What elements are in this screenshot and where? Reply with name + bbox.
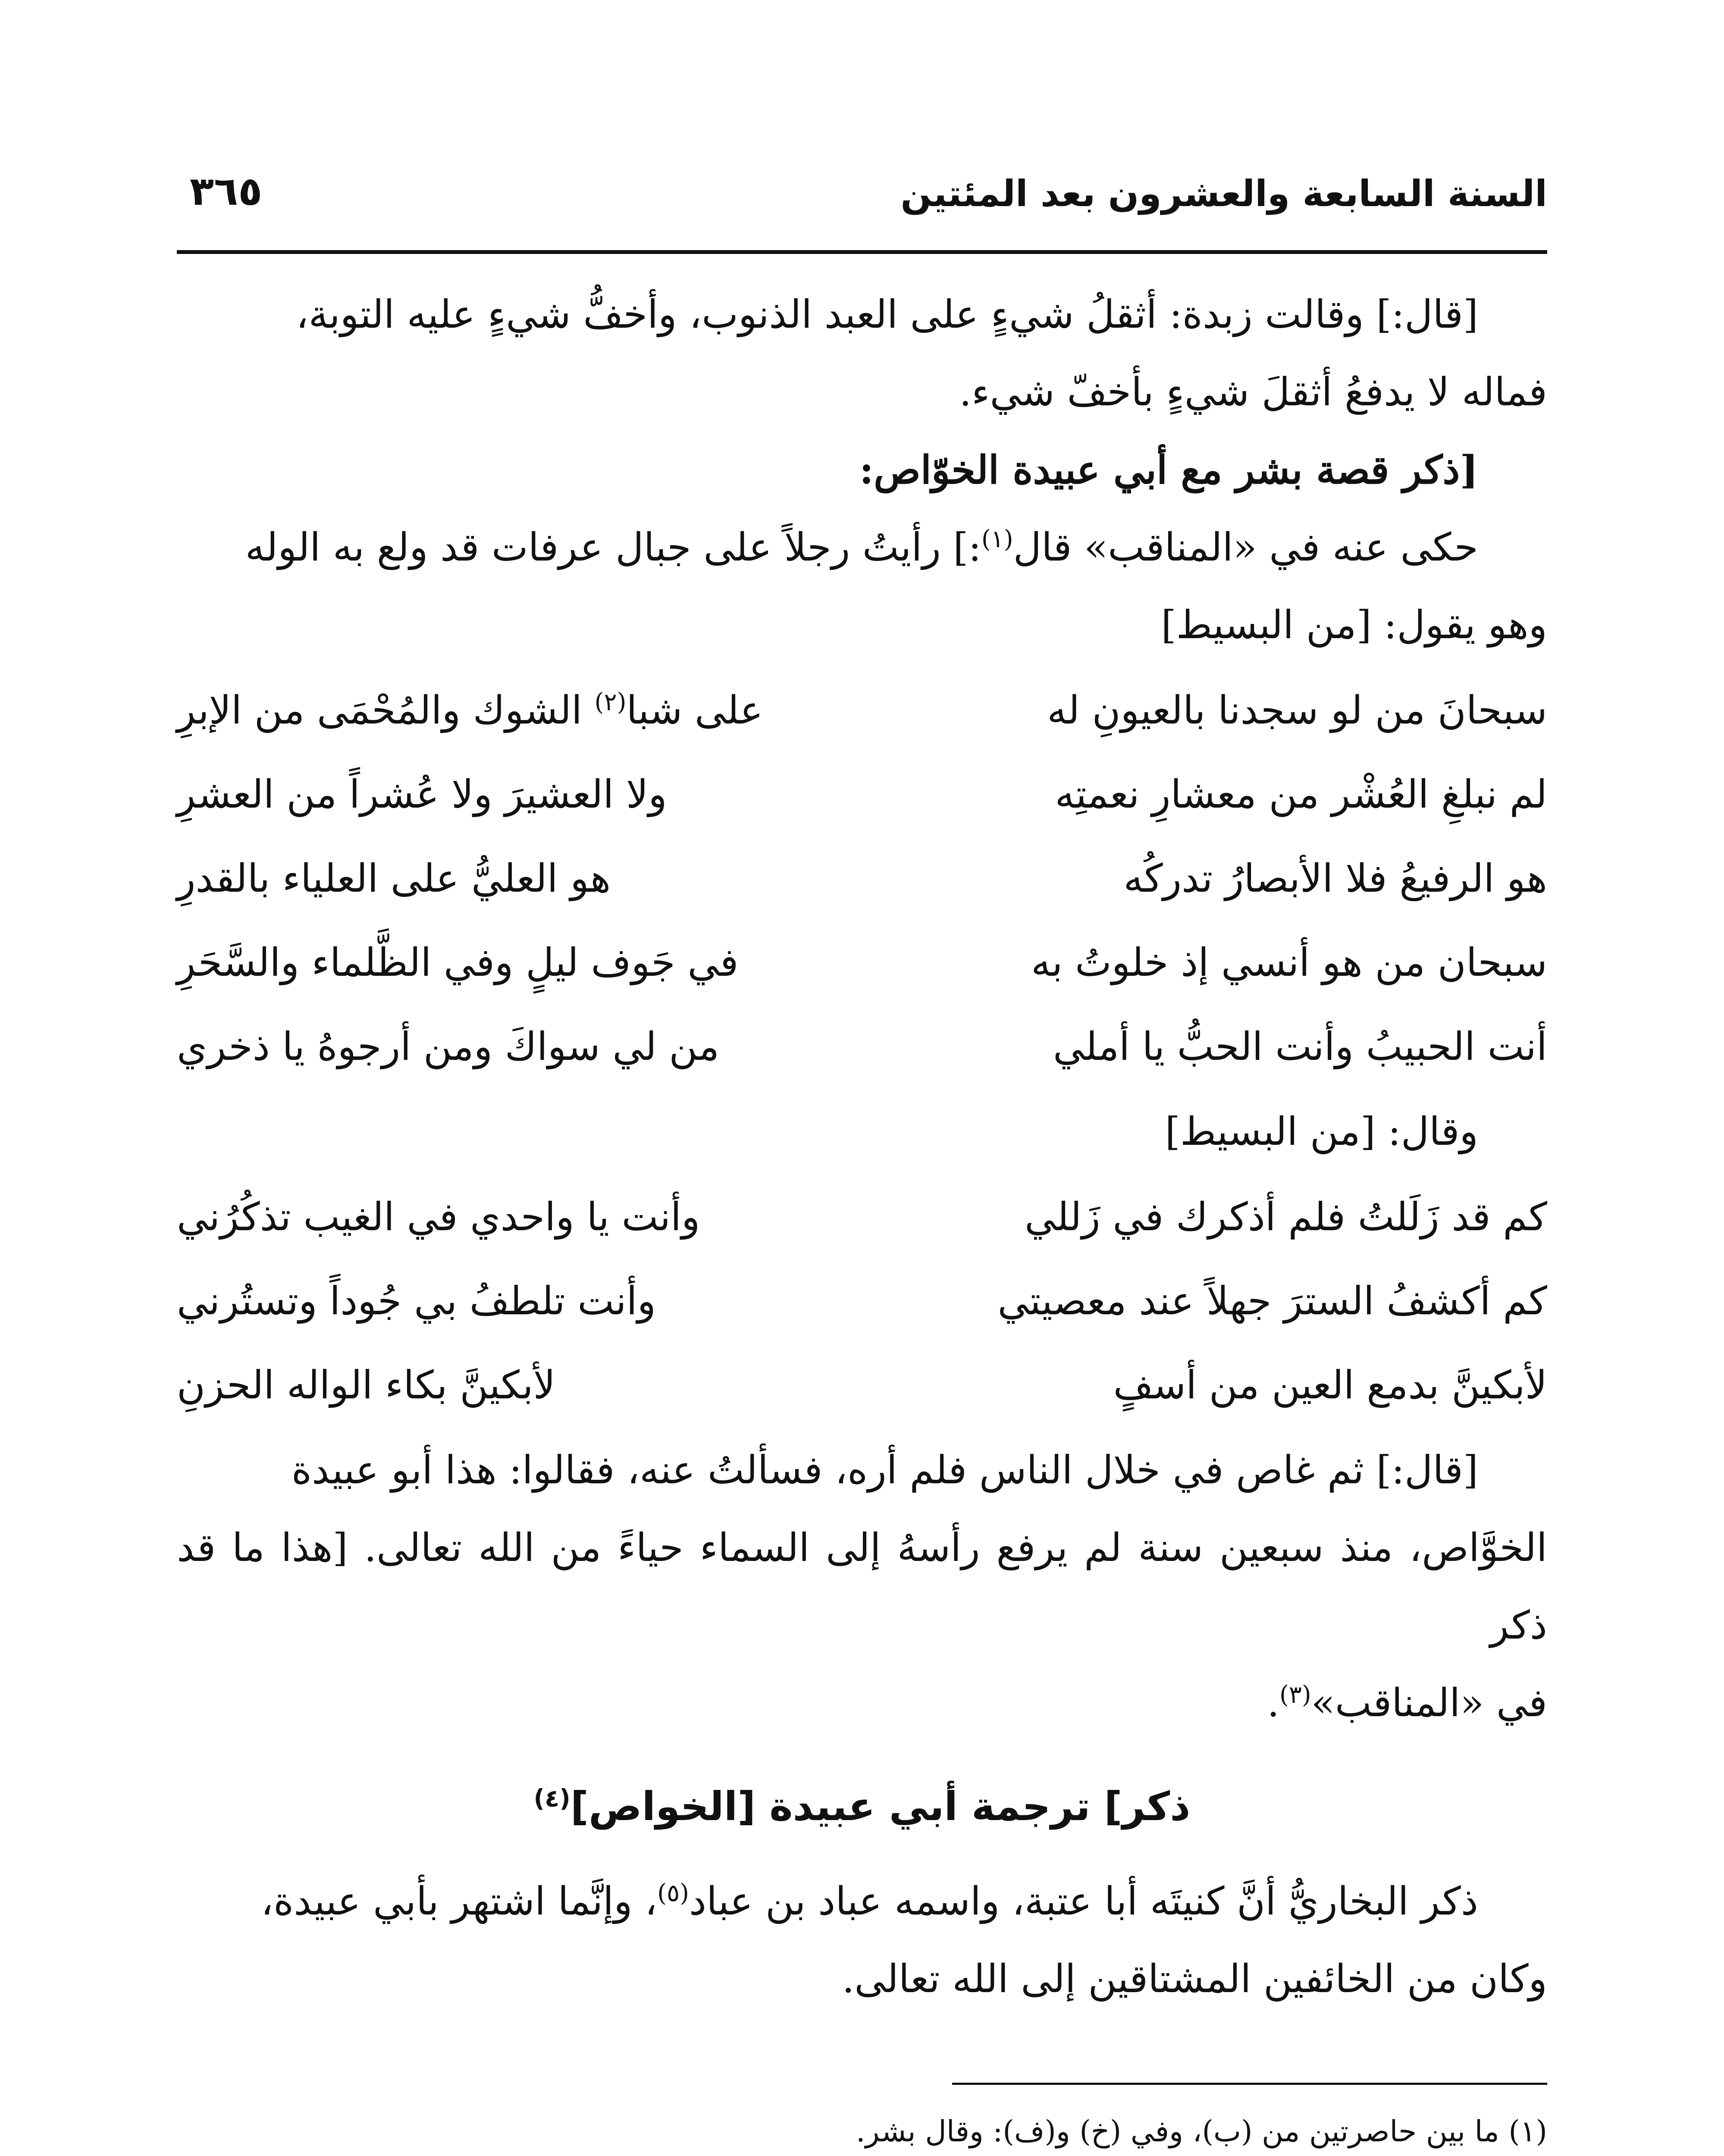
poem-2 — [177, 1175, 1547, 1427]
paragraph-text: :] رأيتُ رجلاً على جبال عرفات قد ولع به الوله — [245, 525, 981, 570]
poem-1 — [177, 668, 1547, 1089]
footnote-separator — [952, 2083, 1547, 2085]
page-header — [177, 155, 1547, 241]
paragraph-line: الخوَّاص، منذ سبعين سنة لم يرفع رأسهُ إلى السماء حياءً من الله تعالى. [هذا ما قد ذكر — [177, 1525, 1547, 1648]
footnote-marker: (١) — [981, 525, 1013, 553]
section-heading — [177, 1768, 1547, 1846]
footnote: (١) ما بين حاصرتين من (ب)، وفي (خ) و(ف): وقال بشر. — [856, 2115, 1547, 2149]
verse-second-hemistich: ولا العشيرَ ولا عُشراً من العشرِ — [177, 771, 667, 817]
verse-second-hemistich: وأنت تلطفُ بي جُوداً وتستُرني — [177, 1278, 656, 1324]
verse-second-hemistich — [177, 672, 862, 749]
verse-second-hemistich: من لي سواكَ ومن أرجوهُ يا ذخري — [177, 1024, 720, 1069]
meter-line: وهو يقول: [من البسيط] — [1161, 602, 1547, 648]
paragraph-text: في «المناقب» — [1311, 1680, 1547, 1726]
meter-line: وقال: [من البسيط] — [1165, 1109, 1478, 1154]
page-number: ٣٦٥ — [190, 168, 263, 214]
poem-verse — [177, 1259, 1547, 1343]
poem-verse — [177, 1005, 1547, 1089]
verse-text: على شبا — [626, 687, 763, 733]
verse-first-hemistich: سبحان من هو أنسي إذ خلوتُ به — [1031, 940, 1547, 985]
verse-first-hemistich: أنت الحبيبُ وأنت الحبُّ يا أملي — [1053, 1024, 1547, 1069]
verse-second-hemistich: لأبكينَّ بكاء الواله الحزنِ — [177, 1362, 555, 1408]
paragraph-story-intro — [177, 509, 1547, 586]
paragraph-line: [قال:] ثم غاص في خلال الناس فلم أره، فسألتُ عنه، فقالوا: هذا أبو عبيدة — [291, 1448, 1478, 1493]
poem-verse — [177, 752, 1547, 837]
verse-first-hemistich: هو الرفيعُ فلا الأبصارُ تدركُه — [1123, 856, 1547, 901]
paragraph-line — [177, 1664, 1547, 1742]
verse-first-hemistich: سبحانَ من لو سجدنا بالعيونِ له — [1047, 687, 1547, 733]
paragraph-line: فماله لا يدفعُ أثقلَ شيءٍ بأخفّ شيء. — [959, 370, 1547, 415]
paragraph-text: . — [1267, 1680, 1279, 1726]
poem-verse — [177, 668, 1547, 752]
verse-first-hemistich: لم نبلغِ العُشْر من معشارِ نعمتِه — [1055, 771, 1547, 817]
paragraph-zubda — [177, 276, 1547, 354]
verse-first-hemistich: لأبكينَّ بدمع العين من أسفٍ — [1113, 1362, 1547, 1408]
footnotes — [177, 2104, 1547, 2156]
poem-verse — [177, 837, 1547, 921]
section-subheading: [ذكر قصة بشر مع أبي عبيدة الخوّاص: — [859, 447, 1478, 493]
footnote-marker: (٣) — [1279, 1681, 1311, 1709]
poem-verse — [177, 1175, 1547, 1259]
paragraph-line: وكان من الخائفين المشتاقين إلى الله تعالى. — [842, 1956, 1547, 2002]
poem-verse — [177, 1343, 1547, 1427]
footnote-marker: (٢) — [594, 688, 627, 716]
verse-second-hemistich: وأنت يا واحدي في الغيب تذكُرُني — [177, 1194, 700, 1240]
page-body — [177, 276, 1547, 2018]
verse-text: الشوك والمُحْمَى من الإبرِ — [177, 687, 595, 733]
running-title: السنة السابعة والعشرون بعد المئتين — [900, 172, 1547, 215]
header-rule — [177, 250, 1547, 254]
paragraph-text: ، وإنَّما اشتهر بأبي عبيدة، — [261, 1879, 658, 1924]
footnote-marker: (٤) — [533, 1784, 570, 1813]
verse-second-hemistich: في جَوف ليلٍ وفي الظَّلماء والسَّحَرِ — [177, 940, 739, 985]
paragraph-line: [قال:] وقالت زبدة: أثقلُ شيءٍ على العبد الذنوب، وأخفُّ شيءٍ عليه التوبة، — [296, 292, 1478, 337]
paragraph-text: حكى عنه في «المناقب» قال — [1013, 525, 1478, 570]
verse-first-hemistich: كم قد زَلَلتُ فلم أذكرك في زَللي — [1025, 1194, 1547, 1240]
verse-second-hemistich: هو العليُّ على العلياء بالقدرِ — [177, 856, 611, 901]
footnote-marker: (٥) — [657, 1879, 690, 1907]
paragraph-line — [177, 1863, 1547, 1940]
paragraph-text: ذكر البخاريُّ أنَّ كنيتَه أبا عتبة، واسمه عباد بن عباد — [689, 1879, 1478, 1924]
verse-first-hemistich: كم أكشفُ السترَ جهلاً عند معصيتي — [997, 1278, 1547, 1324]
poem-verse — [177, 921, 1547, 1005]
section-heading-text: ذكر] ترجمة أبي عبيدة [الخواص] — [570, 1783, 1191, 1830]
